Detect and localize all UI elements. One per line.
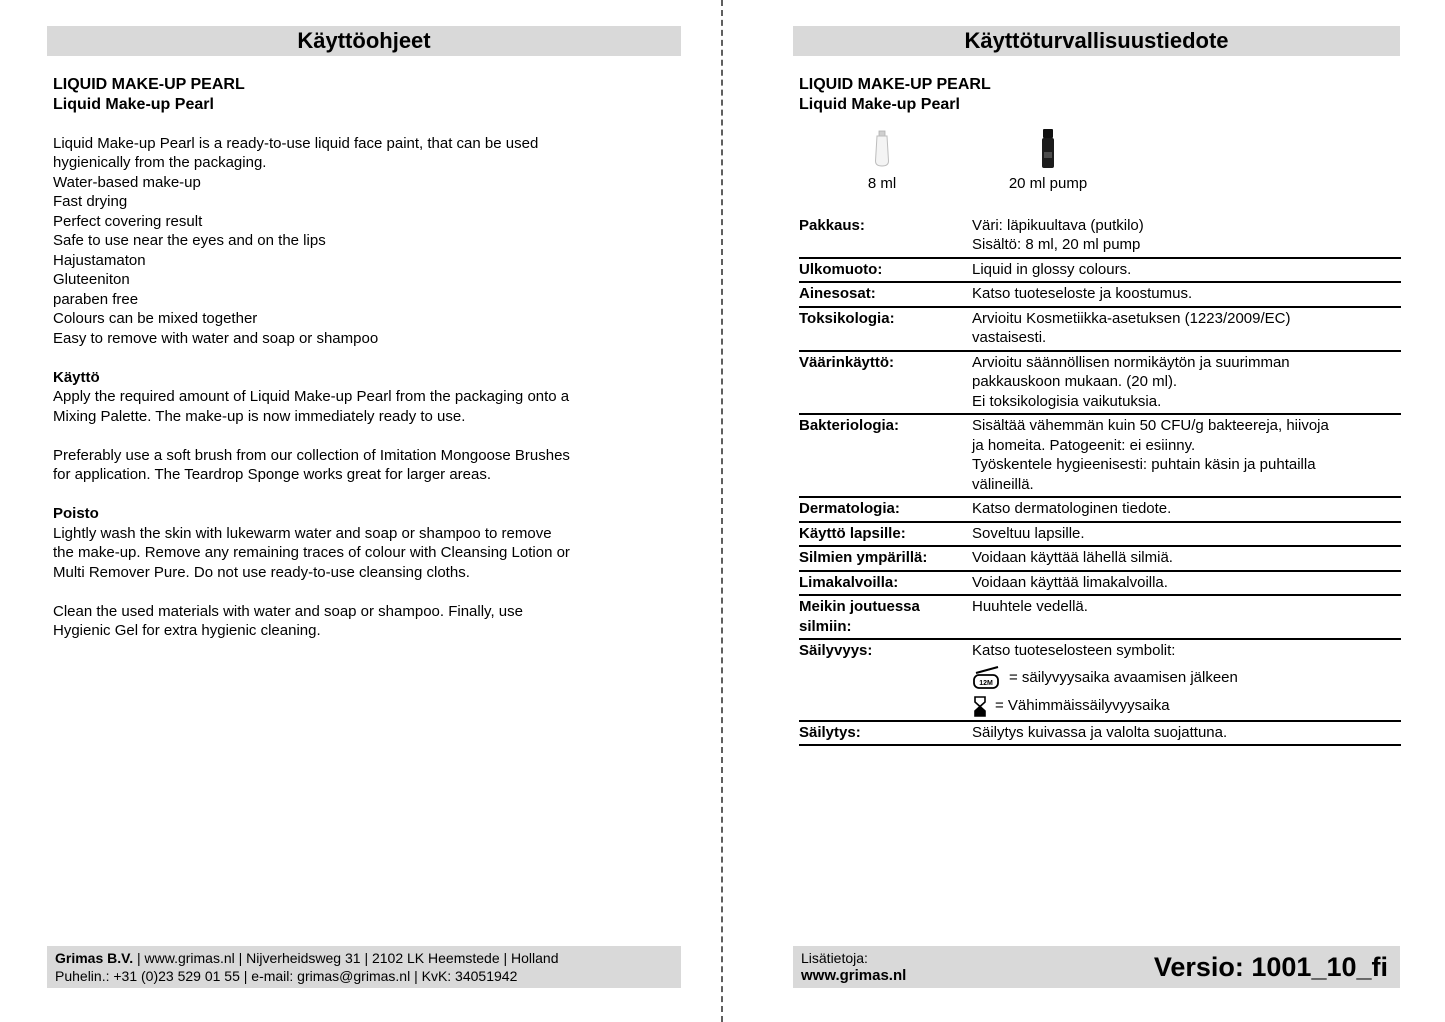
table-row-limakalvoilla — [799, 572, 1401, 597]
value-line: Katso tuoteselosteen symbolit: — [972, 642, 1176, 659]
value-line: Työskentele hygieenisesti: puhtain käsin ja puhtailla — [972, 456, 1316, 473]
row-label: Dermatologia: — [799, 500, 900, 517]
value-line: Väri: läpikuultava (putkilo) — [972, 216, 1144, 234]
row-label: Säilytys: — [799, 723, 861, 741]
safety-spec-table — [799, 215, 1401, 747]
usage-line: Mixing Palette. The make-up is now immediately ready to use. — [53, 407, 466, 425]
value-line: Katso tuoteseloste ja koostumus. — [972, 285, 1193, 302]
feature-list — [53, 173, 675, 349]
removal-paragraph-1 — [53, 524, 675, 583]
usage-line: Apply the required amount of Liquid Make-up Pearl from the packaging onto a — [53, 388, 570, 405]
pao-symbol-text: = säilyvyysaika avaamisen jälkeen — [1009, 668, 1238, 686]
company-contact: | www.grimas.nl | Nijverheidsweg 31 | 2102 LK Heemstede | Holland — [133, 950, 559, 966]
row-value — [972, 573, 1401, 593]
package-8ml — [799, 128, 965, 194]
removal-line: Hygienic Gel for extra hygienic cleaning. — [53, 622, 321, 639]
table-row-dermatologia — [799, 498, 1401, 523]
removal-line: Multi Remover Pure. Do not use ready-to-use cleansing cloths. — [53, 563, 470, 581]
page-title — [793, 26, 1400, 56]
intro-paragraph — [53, 134, 675, 173]
durability-symbol-text: = Vähimmäissäilyvyysaika — [995, 697, 1170, 715]
table-row-toksikologia — [799, 308, 1401, 352]
page-title — [47, 26, 681, 56]
feature-item: Safe to use near the eyes and on the lips — [53, 232, 326, 249]
company-name: Grimas B.V. — [55, 950, 134, 966]
row-label: Ulkomuoto: — [799, 260, 883, 278]
package-size-label: 8 ml — [867, 175, 897, 192]
usage-paragraph-1 — [53, 387, 675, 426]
row-label: Toksikologia: — [799, 309, 895, 327]
value-line: Katso dermatologinen tiedote. — [972, 500, 1172, 517]
hourglass-icon — [972, 695, 988, 718]
removal-heading: Poisto — [53, 505, 99, 522]
feature-item: Perfect covering result — [53, 212, 203, 230]
product-name: LIQUID MAKE-UP PEARL — [799, 76, 991, 93]
version-footer — [793, 946, 1400, 988]
value-line: Arvioitu säännöllisen normikäytön ja suurimman — [972, 353, 1290, 371]
more-info-label: Lisätietoja: — [801, 950, 868, 966]
feature-item: Colours can be mixed together — [53, 310, 258, 327]
row-value — [972, 548, 1401, 568]
page-instructions — [47, 0, 681, 1022]
table-row-ulkomuoto — [799, 259, 1401, 284]
usage-paragraph-2 — [53, 446, 675, 485]
footer-line-1 — [55, 949, 673, 967]
tube-8ml-image — [868, 128, 896, 170]
durability-symbol-line — [972, 695, 1401, 718]
feature-item: Hajustamaton — [53, 251, 146, 269]
row-value — [972, 309, 1401, 348]
package-size-label: 20 ml pump — [1008, 175, 1088, 192]
removal-line: Lightly wash the skin with lukewarm water and soap or shampoo to remove — [53, 524, 552, 542]
table-row-pakkaus — [799, 215, 1401, 259]
value-line: Soveltuu lapsille. — [972, 524, 1085, 542]
value-line: Säilytys kuivassa ja valolta suojattuna. — [972, 723, 1228, 741]
value-line: vastaisesti. — [972, 329, 1047, 346]
product-subname: Liquid Make-up Pearl — [799, 95, 960, 113]
removal-line: the make-up. Remove any remaining traces of colour with Cleansing Lotion or — [53, 544, 570, 561]
value-line: ja homeita. Patogeenit: ei esiinny. — [972, 436, 1196, 454]
value-line: Huuhtele vedellä. — [972, 598, 1088, 615]
row-value — [972, 216, 1401, 255]
removal-paragraph-2 — [53, 602, 675, 641]
value-line: Ei toksikologisia vaikutuksia. — [972, 392, 1162, 410]
product-subname: Liquid Make-up Pearl — [53, 95, 214, 113]
version-text: Versio: 1001_10_fi — [1153, 952, 1388, 982]
value-line: Sisältö: 8 ml, 20 ml pump — [972, 236, 1141, 253]
row-label: Pakkaus: — [799, 216, 865, 234]
page-title-text: Käyttöturvallisuustiedote — [964, 28, 1229, 54]
page-safety-data — [793, 0, 1400, 1022]
row-value — [972, 723, 1401, 743]
usage-line: for application. The Teardrop Sponge works great for larger areas. — [53, 466, 492, 483]
feature-item: Fast drying — [53, 193, 128, 210]
pump-20ml-image — [1039, 128, 1057, 170]
table-row-vaarinkaytto — [799, 352, 1401, 416]
table-row-sailytys — [799, 722, 1401, 747]
feature-item: Gluteeniton — [53, 271, 130, 288]
feature-item: Water-based make-up — [53, 173, 201, 191]
row-label: Meikin joutuessa silmiin: — [799, 598, 920, 635]
package-20ml-pump — [965, 128, 1131, 194]
svg-text:12M: 12M — [979, 679, 993, 687]
pao-symbol-line — [972, 665, 1401, 691]
usage-line: Preferably use a soft brush from our collection of Imitation Mongoose Brushes — [53, 446, 570, 464]
value-line: välineillä. — [972, 475, 1034, 493]
row-label: Väärinkäyttö: — [799, 353, 895, 371]
feature-item: paraben free — [53, 290, 139, 308]
intro-line: hygienically from the packaging. — [53, 154, 267, 171]
value-line: Liquid in glossy colours. — [972, 260, 1132, 278]
page-cut-divider — [721, 0, 723, 1022]
feature-item: Easy to remove with water and soap or shampoo — [53, 329, 379, 347]
open-jar-pao-icon — [972, 665, 1002, 691]
value-line: Sisältää vähemmän kuin 50 CFU/g bakteereja, hiivoja — [972, 417, 1329, 434]
footer-line-2: Puhelin.: +31 (0)23 529 01 55 | e-mail: grimas@grimas.nl | KvK: 34051942 — [55, 968, 518, 984]
more-info-block — [801, 949, 906, 985]
row-value — [972, 597, 1401, 636]
usage-heading: Käyttö — [53, 368, 100, 386]
product-name: LIQUID MAKE-UP PEARL — [53, 76, 245, 93]
row-value — [972, 499, 1401, 519]
row-value — [972, 353, 1401, 412]
row-label: Ainesosat: — [799, 285, 876, 302]
table-row-bakteriologia — [799, 415, 1401, 498]
row-value — [972, 641, 1401, 718]
row-value — [972, 416, 1401, 494]
row-label: Bakteriologia: — [799, 417, 900, 434]
row-label: Silmien ympärillä: — [799, 549, 928, 566]
value-line: pakkauskoon mukaan. (20 ml). — [972, 373, 1178, 390]
company-footer — [47, 946, 681, 988]
table-row-kaytto-lapsille — [799, 523, 1401, 548]
value-line: Voidaan käyttää limakalvoilla. — [972, 573, 1168, 591]
row-value — [972, 260, 1401, 280]
table-row-silmien-ymparilla — [799, 547, 1401, 572]
page-title-text: Käyttöohjeet — [297, 28, 431, 54]
row-label: Säilyvyys: — [799, 642, 873, 659]
removal-line: Clean the used materials with water and soap or shampoo. Finally, use — [53, 602, 523, 620]
table-row-sailyvyys — [799, 640, 1401, 722]
row-value — [972, 284, 1401, 304]
value-line: Arvioitu Kosmetiikka-asetuksen (1223/2009/EC) — [972, 309, 1291, 327]
row-label: Limakalvoilla: — [799, 573, 899, 591]
package-images-row — [799, 128, 1394, 194]
table-row-meikin-joutuessa-silmiin — [799, 596, 1401, 640]
row-value — [972, 524, 1401, 544]
value-line: Voidaan käyttää lähellä silmiä. — [972, 549, 1173, 566]
table-row-ainesosat — [799, 283, 1401, 308]
website-text: www.grimas.nl — [801, 967, 907, 984]
row-label: Käyttö lapsille: — [799, 524, 906, 542]
intro-line: Liquid Make-up Pearl is a ready-to-use liquid face paint, that can be used — [53, 134, 539, 152]
